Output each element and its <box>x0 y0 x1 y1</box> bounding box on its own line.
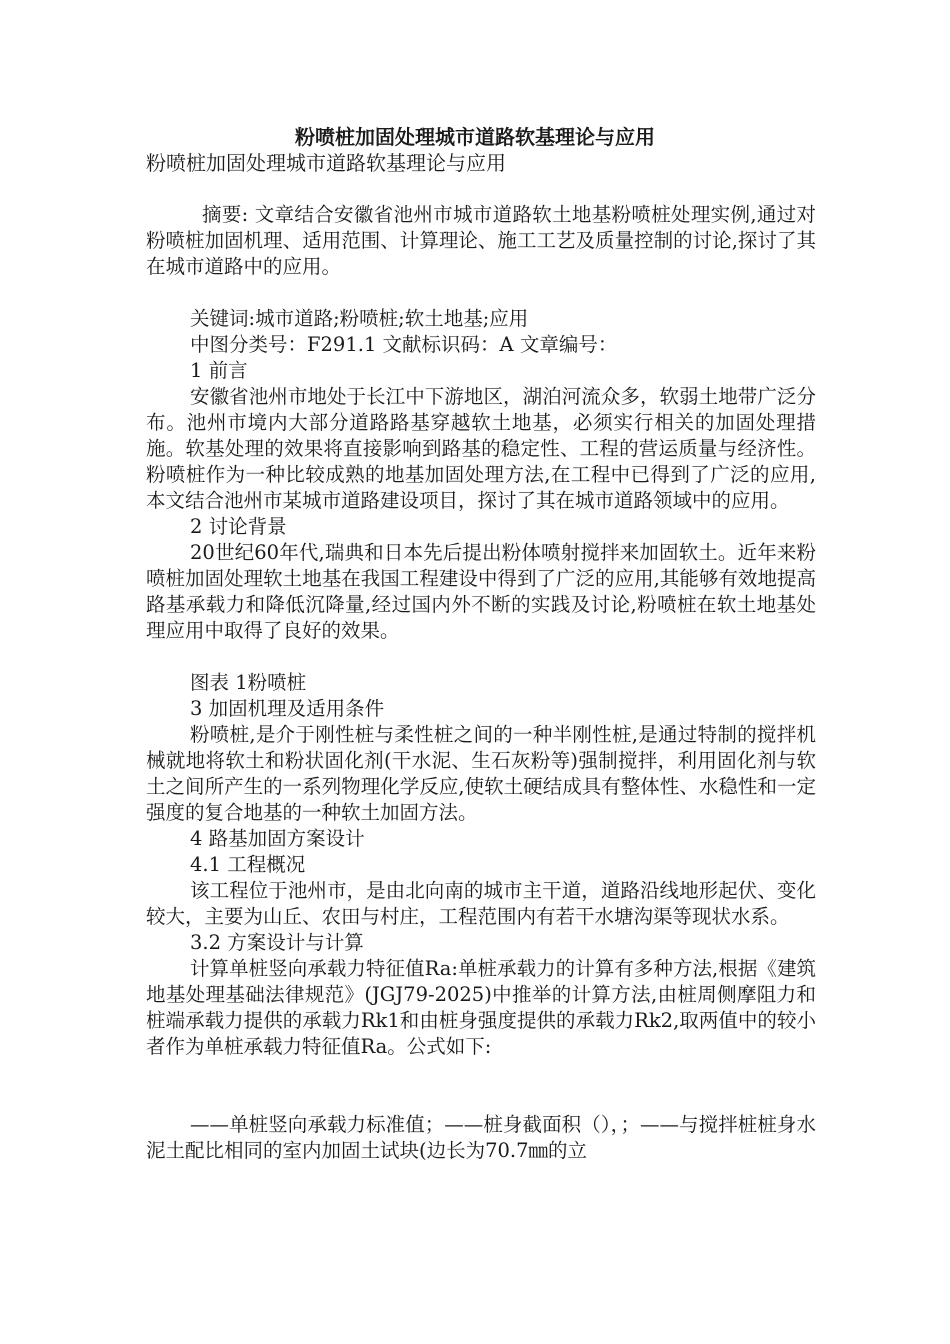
section-heading-3: 3 加固机理及适用条件 <box>190 697 385 720</box>
section-paragraph-4-1: 该工程位于池州市，是由北向南的城市主干道，道路沿线地形起伏、变化较大，主要为山丘、农田与村庄，工程范围内有若干水塘沟渠等现状水系。 <box>146 879 816 928</box>
section-paragraph-3: 粉喷桩,是介于刚性桩与柔性桩之间的一种半刚性桩,是通过特制的搅拌机械就地将软土和粉状固化剂(干水泥、生石灰粉等)强制搅拌，利用固化剂与软土之间所产生的一系列物理化学反应,使软土硬结成具有整体性、水稳性和一定强度的复合地基的一种软土加固方法。 <box>146 723 816 824</box>
section-heading-4: 4 路基加固方案设计 <box>190 827 365 850</box>
section-heading-1: 1 前言 <box>190 359 248 382</box>
section-paragraph-1: 安徽省池州市地处于长江中下游地区，湖泊河流众多，软弱土地带广泛分布。池州市境内大部分道路路基穿越软土地基，必须实行相关的加固处理措施。软基处理的效果将直接影响到路基的稳定性、工程的营运质量与经济性。粉喷桩作为一种比较成熟的地基加固处理方法,在工程中已得到了广泛的应用,本文结合池州市某城市道路建设项目，探讨了其在城市道路领域中的应用。 <box>146 385 816 512</box>
formula-definition-paragraph: ——单桩竖向承载力标准值；——桩身截面积（），；——与搅拌桩桩身水泥土配比相同的室内加固土试块(边长为70.7㎜的立 <box>146 1113 816 1162</box>
section-heading-2: 2 讨论背景 <box>190 515 287 538</box>
section-paragraph-3-2: 计算单桩竖向承载力特征值Ra:单桩承载力的计算有多种方法,根据《建筑地基处理基础法律规范》(JGJ79-2025)中推举的计算方法,由桩周侧摩阻力和桩端承载力提供的承载力Rk1和由桩身强度提供的承载力Rk2,取两值中的较小者作为单桩承载力特征值Ra。公式如下: <box>146 957 816 1058</box>
document-subtitle: 粉喷桩加固处理城市道路软基理论与应用 <box>146 151 506 175</box>
abstract-paragraph: 摘要: 文章结合安徽省池州市城市道路软土地基粉喷桩处理实例,通过对粉喷桩加固机理、适用范围、计算理论、施工工艺及质量控制的讨论,探讨了其在城市道路中的应用。 <box>146 203 816 278</box>
figure-caption: 图表 1粉喷桩 <box>190 671 307 694</box>
section-paragraph-2: 20世纪60年代,瑞典和日本先后提出粉体喷射搅拌来加固软土。近年来粉喷桩加固处理软土地基在我国工程建设中得到了广泛的应用,其能够有效地提高路基承载力和降低沉降量,经过国内外不断的实践及讨论,粉喷桩在软土地基处理应用中取得了良好的效果。 <box>146 541 816 642</box>
section-heading-4-1: 4.1 工程概况 <box>190 853 306 876</box>
classification-line: 中图分类号：F291.1 文献标识码：A 文章编号： <box>190 333 618 356</box>
document-title: 粉喷桩加固处理城市道路软基理论与应用 <box>295 125 655 149</box>
document-body <box>146 202 816 1164</box>
section-heading-3-2: 3.2 方案设计与计算 <box>190 931 364 954</box>
keywords-line: 关键词:城市道路;粉喷桩;软土地基;应用 <box>190 307 529 330</box>
